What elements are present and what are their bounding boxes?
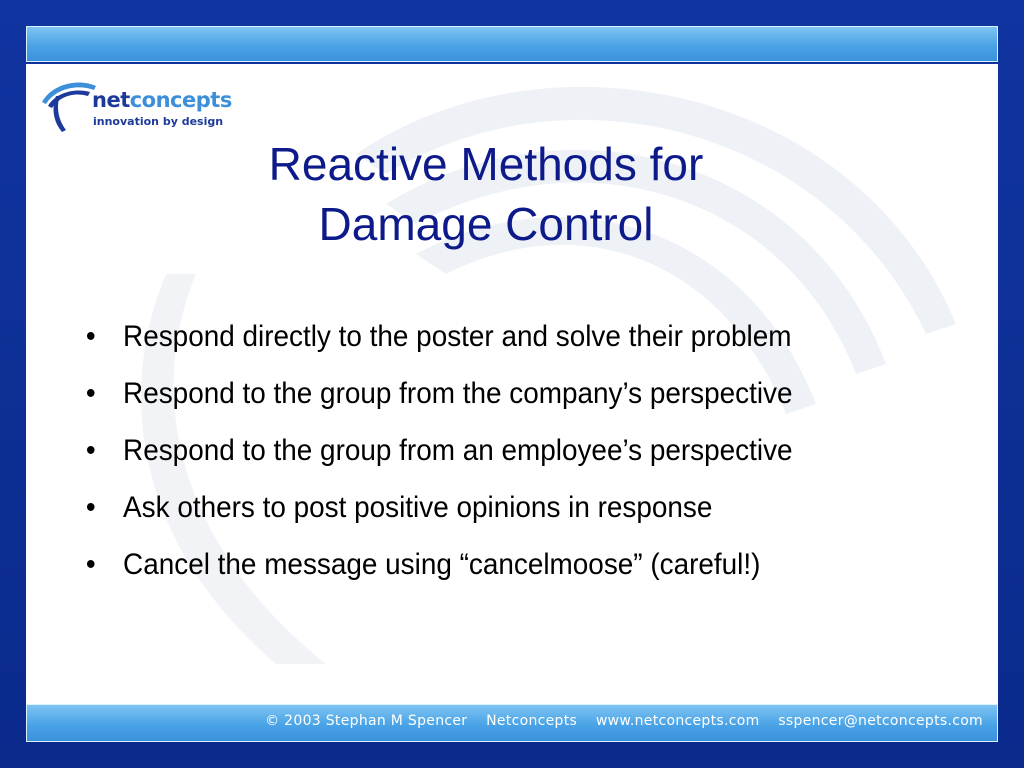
netconcepts-logo — [38, 76, 238, 136]
top-bar — [26, 26, 998, 62]
bullet-item — [84, 422, 902, 479]
slide-title — [0, 134, 972, 254]
bullet-text: Ask others to post positive opinions in response — [123, 491, 713, 524]
bullet-dot: • — [85, 320, 96, 353]
bullet-dot: • — [85, 377, 96, 410]
bullet-item — [84, 308, 902, 365]
bullet-item — [84, 479, 902, 536]
footer-url: www.netconcepts.com — [595, 713, 760, 729]
logo-word-concepts: concepts — [129, 88, 232, 112]
footer-email: sspencer@netconcepts.com — [778, 713, 983, 729]
bullet-item — [84, 365, 902, 422]
title-line-1: Reactive Methods for — [268, 138, 704, 190]
bullet-dot: • — [85, 434, 96, 467]
bullet-list — [84, 308, 964, 593]
bullet-text: Respond to the group from an employee’s perspective — [123, 434, 793, 467]
footer-company: Netconcepts — [486, 713, 578, 729]
footer-copyright: © 2003 Stephan M Spencer — [265, 713, 468, 729]
footer-bar — [26, 704, 998, 742]
bullet-item — [84, 536, 902, 593]
logo-tagline: innovation by design — [93, 115, 224, 128]
title-line-2: Damage Control — [318, 198, 654, 250]
bullet-text: Respond to the group from the company’s perspective — [123, 377, 793, 410]
bullet-text: Cancel the message using “cancelmoose” (careful!) — [123, 548, 761, 581]
logo-wordmark — [92, 88, 232, 112]
bullet-dot: • — [85, 548, 96, 581]
bullet-text: Respond directly to the poster and solve their problem — [123, 320, 792, 353]
logo-swoosh-icon — [38, 76, 98, 136]
logo-word-net: net — [92, 88, 130, 112]
footer-text — [251, 713, 983, 729]
bullet-dot: • — [85, 491, 96, 524]
